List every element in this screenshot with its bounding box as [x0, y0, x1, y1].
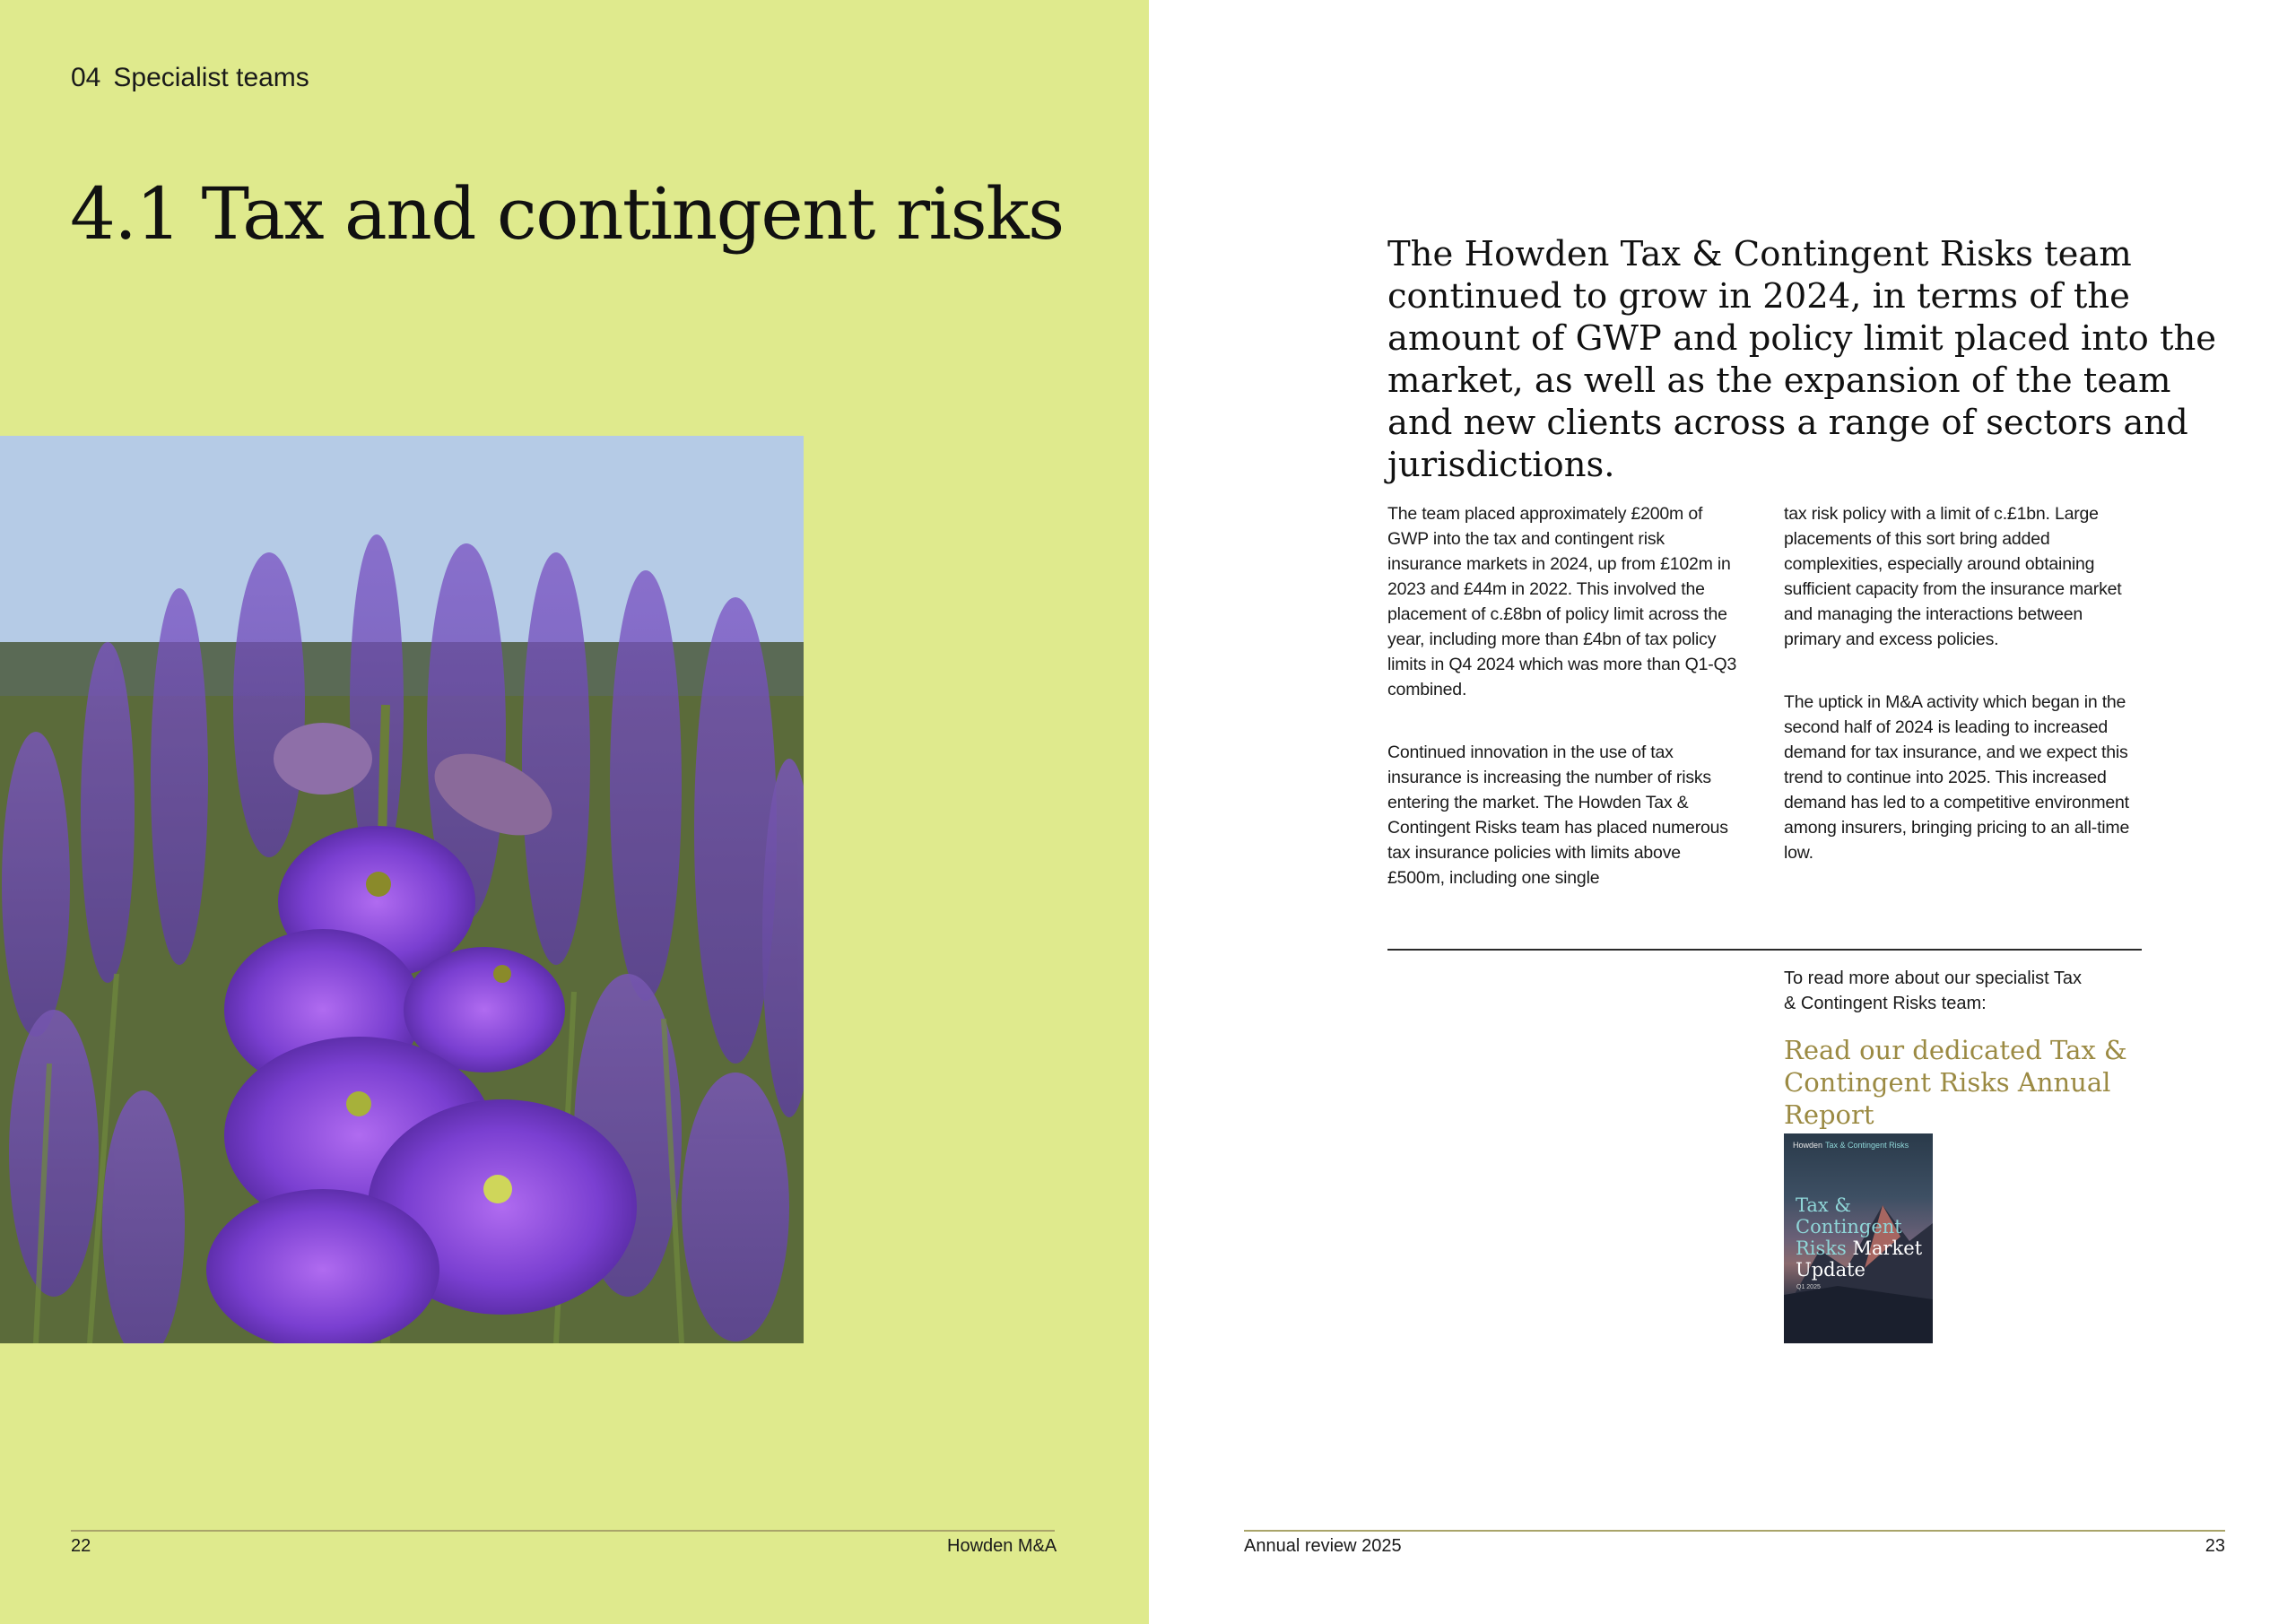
section-divider: [1387, 949, 2142, 951]
cover-title: [1796, 1194, 1933, 1281]
body-column-1: [1387, 501, 1742, 928]
footer-rule-right: [1244, 1530, 2225, 1532]
page-title: 4.1 Tax and contingent risks: [70, 172, 1064, 256]
section-name: Specialist teams: [113, 63, 309, 92]
body-paragraph: tax risk policy with a limit of c.£1bn. Large placements of this sort bring added complexities, especially around obtaining sufficient capacity from the insurance market and managing the interactions between primary and excess policies.: [1784, 504, 2122, 649]
cover-brand-highlight: Tax & Contingent Risks: [1825, 1141, 1909, 1150]
cover-title-rest: Market Update: [1796, 1238, 1923, 1281]
page-number-right: 23: [2205, 1536, 2225, 1556]
body-paragraph: The team placed approximately £200m of GWP into the tax and contingent risk insurance markets in 2024, up from £102m in 2023 and £44m in 2022. This involved the placement of c.£8bn of policy limit across the year, including more than £4bn of tax policy limits in Q4 2024 which was more than Q1-Q3 combined.: [1387, 504, 1737, 699]
annual-report-link[interactable]: Read our dedicated Tax & Contingent Risks Annual Report: [1784, 1035, 2127, 1130]
cover-title-highlight: Tax & Contingent Risks: [1796, 1194, 1902, 1259]
section-number: 04: [71, 63, 101, 92]
report-cover-thumbnail[interactable]: [1784, 1133, 1933, 1343]
cover-brand: [1793, 1141, 1909, 1150]
body-paragraph: The uptick in M&A activity which began in the second half of 2024 is leading to increased demand for tax insurance, and we expect this trend to continue into 2025. This increased demand has led to a competitive environment among insurers, bringing pricing to an all-time low.: [1784, 692, 2130, 863]
cover-subtitle: Q1 2025: [1796, 1284, 1821, 1290]
section-label: [71, 63, 309, 93]
footer-rule-left: [71, 1530, 1055, 1532]
cover-brand-name: Howden: [1793, 1141, 1823, 1150]
page-number-left: 22: [71, 1536, 91, 1556]
read-more-prompt: To read more about our specialist Tax & Contingent Risks team:: [1784, 968, 2083, 1013]
flower-photo: [0, 436, 804, 1343]
footer-publication: Annual review 2025: [1244, 1536, 1402, 1556]
footer-brand: Howden M&A: [947, 1536, 1057, 1556]
body-paragraph: Continued innovation in the use of tax insurance is increasing the number of risks entering the market. The Howden Tax & Contingent Risks team has placed numerous tax insurance policies with limits above £500m, including one single: [1387, 743, 1728, 888]
body-column-2: [1784, 501, 2138, 903]
intro-paragraph: The Howden Tax & Contingent Risks team continued to grow in 2024, in terms of the amount of GWP and policy limit placed into the market, as well as the expansion of the team and new clients across a range of sectors and jurisdictions.: [1387, 234, 2217, 485]
